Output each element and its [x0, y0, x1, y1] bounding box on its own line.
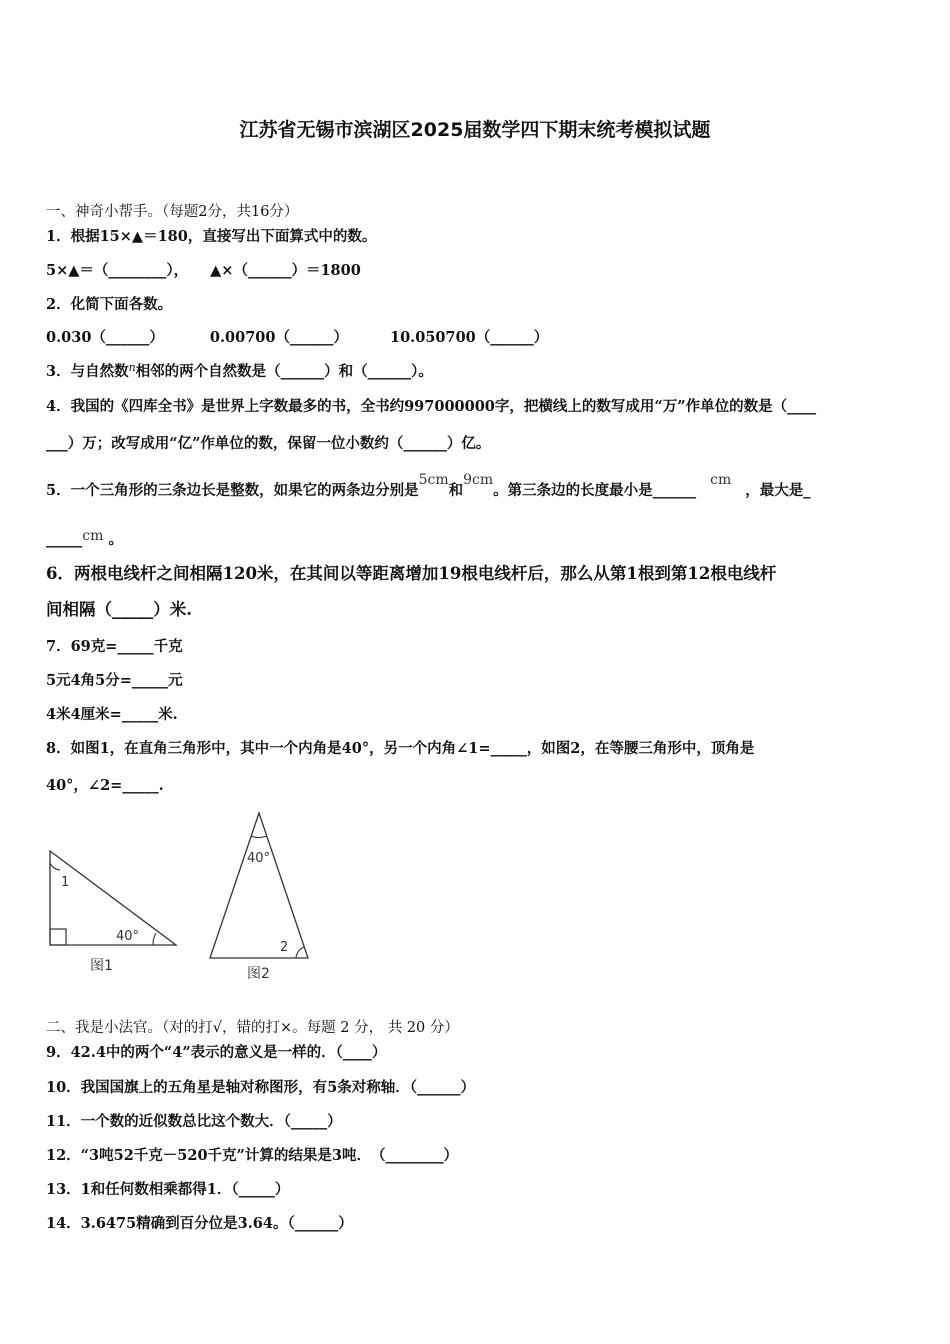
- angle-40-arc: [153, 933, 156, 945]
- q5-mid: 和: [448, 482, 464, 499]
- figure-1-caption: 图1: [90, 958, 113, 974]
- figure-2-isosceles-triangle: [204, 808, 316, 984]
- triangle-1-outline: [50, 851, 176, 945]
- q2-answers: [46, 328, 548, 348]
- q6-line-1: 6．两根电线杆之间相隔120米，在其间以等距离增加19根电线杆后，那么从第1根到第12根电线杆: [46, 564, 777, 583]
- angle-1-label: 1: [61, 875, 70, 890]
- q12: 12．“3吨52千克－520千克”计算的结果是3吨． （________）: [46, 1147, 458, 1164]
- angle-40-label: 40°: [116, 929, 140, 944]
- q2-part-b: 0.00700（______）: [209, 329, 348, 346]
- q6-line-2: 间相隔（_____）米.: [46, 600, 192, 619]
- q9: 9．42.4中的两个“4”表示的意义是一样的．（____）: [46, 1044, 387, 1061]
- q5-unit-1: cm: [710, 472, 732, 488]
- angle-2-arc: [296, 947, 304, 958]
- apex-angle-arc: [251, 836, 267, 838]
- q5-line-1: [46, 472, 811, 501]
- q10: 10．我国国旗上的五角星是轴对称图形，有5条对称轴．（______）: [46, 1079, 476, 1096]
- right-angle-marker: [50, 929, 66, 945]
- angle-2-label: 2: [280, 940, 289, 955]
- figure-1-right-triangle: [44, 846, 184, 978]
- q1-part-b: ▲×（______）＝1800: [210, 262, 361, 279]
- q5-value-1: 5cm: [418, 472, 449, 488]
- q2-part-c: 10.050700（______）: [390, 329, 549, 346]
- q7-part-b: 5元4角5分=_____元: [46, 672, 183, 689]
- section-2-heading: 二、我是小法官。（对的打√，错的打×。每题 2 分， 共 20 分）: [46, 1020, 459, 1036]
- q1-stem: 1．根据15×▲＝180，直接写出下面算式中的数。: [46, 228, 377, 245]
- section-1-heading: 一、神奇小帮手。（每题2分，共16分）: [46, 204, 299, 220]
- apex-angle-label: 40°: [247, 851, 271, 866]
- q3-post: 相邻的两个自然数是（______）和（______）。: [135, 363, 433, 380]
- q1-part-a: 5×▲＝（________），: [46, 262, 189, 279]
- q5-unit-2: cm: [82, 528, 104, 544]
- q2-part-a: 0.030（______）: [46, 329, 164, 346]
- q13: 13．1和任何数相乘都得1．（_____）: [46, 1181, 290, 1198]
- q4-line-1: 4．我国的《四库全书》是世界上字数最多的书，全书约997000000字，把横线上的数写成用“万”作单位的数是（____: [46, 398, 817, 415]
- q14: 14．3.6475精确到百分位是3.64。（______）: [46, 1215, 353, 1232]
- q1-answers: [46, 261, 361, 281]
- q8-line-1: 8．如图1，在直角三角形中，其中一个内角是40°，另一个内角∠1=_____，如图2，在等腰三角形中，顶角是: [46, 740, 755, 757]
- triangle-2-outline: [210, 813, 308, 958]
- q5-pre: 5．一个三角形的三条边长是整数，如果它的两条边分别是: [46, 482, 419, 499]
- q3-pre: 3．与自然数: [46, 363, 129, 380]
- q11: 11．一个数的近似数总比这个数大．（_____）: [46, 1113, 342, 1130]
- figure-2-caption: 图2: [247, 966, 270, 982]
- q5-post: 。第三条边的长度最小是______: [493, 482, 697, 499]
- q8-line-2: 40°，∠2=_____.: [46, 777, 164, 794]
- q4-line-2: ___）万；改写成用“亿”作单位的数，保留一位小数约（______）亿。: [46, 435, 491, 452]
- page-title: 江苏省无锡市滨湖区2025届数学四下期末统考模拟试题: [239, 119, 711, 141]
- q5-value-2: 9cm: [463, 472, 494, 488]
- q5-end: 。: [108, 531, 123, 548]
- q5-line-2: [46, 530, 123, 550]
- q3: [46, 362, 433, 383]
- angle-1-arc: [50, 863, 60, 870]
- q7-part-a: 7．69克=_____千克: [46, 638, 183, 655]
- q5-post-2: ，最大是_: [745, 482, 811, 499]
- q5-blank: _____: [46, 531, 83, 548]
- q2-stem: 2．化简下面各数。: [46, 296, 173, 313]
- q7-part-c: 4米4厘米=_____米.: [46, 706, 178, 723]
- q3-variable: n: [128, 361, 136, 374]
